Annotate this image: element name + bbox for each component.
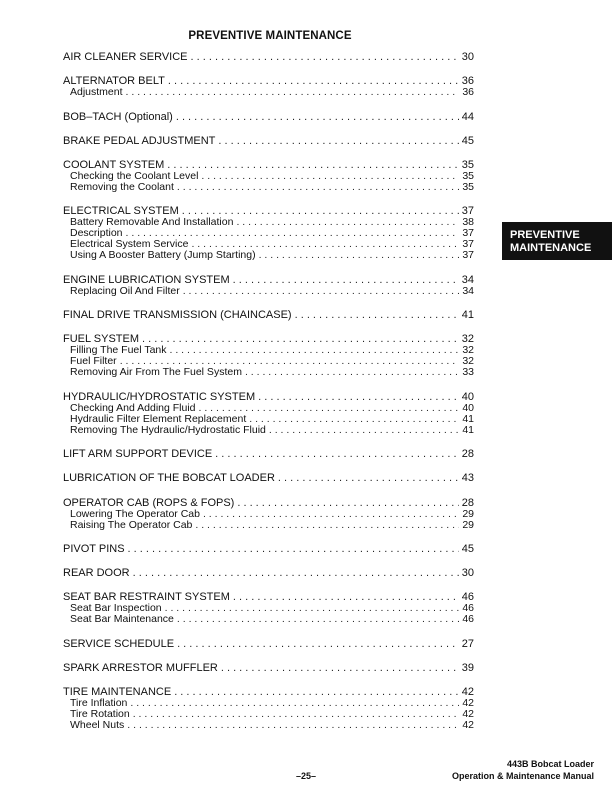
toc-page-number: 43 [461,473,474,485]
toc-label: COOLANT SYSTEM [63,160,165,172]
toc-leader-dots [245,367,459,378]
toc-leader-dots [126,87,460,98]
toc-page-number: 28 [461,497,474,509]
toc-entry [63,275,474,297]
toc-leader-dots [170,345,460,356]
toc-entry [63,206,474,261]
toc-leader-dots [133,568,459,579]
toc-leader-dots [176,112,459,123]
toc-page-number: 46 [462,603,474,615]
toc-label: Checking And Adding Fluid [70,402,196,414]
toc-subentry[interactable] [63,286,474,297]
toc-subentry[interactable] [63,698,474,709]
toc-page-number: 41 [462,424,474,436]
table-of-contents [63,52,474,731]
toc-label: Removing the Coolant [70,182,174,194]
toc-leader-dots [142,334,459,345]
toc-label: Seat Bar Inspection [70,603,162,615]
toc-leader-dots [236,217,459,228]
toc-page-number: 41 [462,413,474,425]
toc-label: Removing Air From The Fuel System [70,367,242,379]
toc-subentry[interactable] [63,182,474,193]
toc-label: Raising The Operator Cab [70,519,193,531]
footer-manual-info [452,758,594,782]
toc-page-number: 27 [461,638,474,650]
toc-subentry[interactable] [63,239,474,250]
toc-label: FUEL SYSTEM [63,334,139,346]
toc-page-number: 39 [461,663,474,675]
toc-leader-dots [168,76,459,87]
toc-entry [63,76,474,98]
toc-page-number: 45 [461,135,474,147]
toc-leader-dots [183,286,460,297]
toc-leader-dots [233,275,459,286]
toc-page-number: 35 [461,160,474,172]
toc-entry [63,310,474,321]
toc-main-entry[interactable] [63,392,474,403]
toc-leader-dots [165,603,460,614]
toc-label: AIR CLEANER SERVICE [63,52,188,63]
toc-page-number: 32 [461,334,474,346]
toc-leader-dots [167,160,458,171]
footer-product: 443B Bobcat Loader [506,759,594,769]
toc-page-number: 42 [462,698,474,710]
toc-label: ALTERNATOR BELT [63,76,165,88]
toc-page-number: 30 [461,568,474,580]
toc-entry [63,52,474,63]
toc-main-entry[interactable] [63,206,474,217]
toc-entry [63,663,474,674]
toc-label: ENGINE LUBRICATION SYSTEM [63,274,230,286]
toc-subentry[interactable] [63,228,474,239]
toc-main-entry[interactable] [63,52,474,63]
toc-subentry[interactable] [63,171,474,182]
toc-page-number: 44 [461,111,474,123]
toc-main-entry[interactable] [63,568,474,579]
toc-subentry[interactable] [63,367,474,378]
toc-leader-dots [203,509,459,520]
toc-label: BOB–TACH (Optional) [63,111,173,123]
toc-leader-dots [221,663,459,674]
toc-subentry[interactable] [63,709,474,720]
toc-label: PIVOT PINS [63,543,125,555]
toc-leader-dots [191,239,459,250]
toc-leader-dots [237,498,458,509]
toc-main-entry[interactable] [63,275,474,286]
footer-page-number: –25– [295,771,317,781]
toc-leader-dots [215,449,459,460]
toc-entry [63,544,474,555]
toc-label: Filling The Fuel Tank [70,345,167,357]
toc-page-number: 28 [461,448,474,460]
toc-page-number: 42 [461,687,474,699]
toc-page-number: 36 [461,76,474,88]
toc-main-entry[interactable] [63,473,474,484]
toc-subentry[interactable] [63,509,474,520]
toc-leader-dots [120,356,460,367]
toc-label: TIRE MAINTENANCE [63,687,172,699]
toc-entry [63,687,474,731]
toc-page-number: 41 [461,310,474,322]
toc-main-entry[interactable] [63,544,474,555]
toc-label: FINAL DRIVE TRANSMISSION (CHAINCASE) [63,310,292,322]
toc-page-number: 37 [462,228,474,240]
toc-leader-dots [174,687,459,698]
toc-page-number: 42 [462,720,474,732]
toc-main-entry[interactable] [63,310,474,321]
toc-leader-dots [259,250,460,261]
toc-label: Seat Bar Maintenance [70,614,174,626]
toc-label: LUBRICATION OF THE BOBCAT LOADER [63,473,275,485]
toc-label: Lowering The Operator Cab [70,508,200,520]
toc-subentry[interactable] [63,520,474,531]
toc-leader-dots [177,639,459,650]
toc-page-number: 37 [462,239,474,251]
toc-page-number: 38 [462,217,474,229]
toc-subentry[interactable] [63,603,474,614]
toc-leader-dots [127,720,459,731]
toc-leader-dots [130,698,459,709]
toc-main-entry[interactable] [63,160,474,171]
toc-page-number: 36 [462,87,474,99]
toc-entry [63,592,474,625]
toc-entry [63,568,474,579]
toc-label: Battery Removable And Installation [70,217,234,229]
section-tab [502,222,612,260]
toc-page-number: 46 [461,592,474,604]
toc-subentry[interactable] [63,217,474,228]
toc-leader-dots [177,182,459,193]
toc-page-number: 29 [462,519,474,531]
section-tab-line-2: MAINTENANCE [510,242,592,254]
toc-entry [63,392,474,436]
toc-label: SPARK ARRESTOR MUFFLER [63,663,218,675]
toc-leader-dots [233,592,459,603]
toc-page-number: 33 [462,367,474,379]
toc-label: Replacing Oil And Filter [70,285,180,297]
toc-page-number: 35 [462,182,474,194]
toc-label: HYDRAULIC/HYDROSTATIC SYSTEM [63,391,256,403]
section-tab-line-1: PREVENTIVE [510,229,580,241]
toc-page-number: 35 [462,171,474,183]
toc-page-number: 40 [462,402,474,414]
toc-entry [63,639,474,650]
toc-label: Wheel Nuts [70,720,125,732]
toc-main-entry[interactable] [63,687,474,698]
toc-subentry[interactable] [63,425,474,436]
toc-leader-dots [295,310,459,321]
toc-page-number: 37 [462,250,474,262]
toc-leader-dots [249,414,459,425]
toc-label: Hydraulic Filter Element Replacement [70,413,247,425]
toc-page-number: 37 [461,206,474,218]
toc-main-entry[interactable] [63,112,474,123]
toc-subentry[interactable] [63,720,474,731]
toc-entry [63,449,474,460]
toc-subentry[interactable] [63,414,474,425]
toc-entry [63,112,474,123]
toc-page-number: 29 [462,508,474,520]
page-title: PREVENTIVE MAINTENANCE [188,30,352,42]
toc-entry [63,473,474,484]
footer-manual: Operation & Maintenance Manual [451,771,594,781]
toc-page-number: 32 [462,356,474,368]
toc-label: SERVICE SCHEDULE [63,638,175,650]
toc-page-number: 34 [461,274,474,286]
toc-label: Tire Rotation [70,709,130,721]
toc-main-entry[interactable] [63,449,474,460]
toc-subentry[interactable] [63,345,474,356]
toc-subentry[interactable] [63,356,474,367]
toc-leader-dots [278,473,459,484]
toc-label: Fuel Filter [70,356,117,368]
toc-main-entry[interactable] [63,136,474,147]
toc-label: SEAT BAR RESTRAINT SYSTEM [63,592,230,604]
toc-leader-dots [201,171,459,182]
toc-label: Removing The Hydraulic/Hydrostatic Fluid [70,424,266,436]
toc-leader-dots [177,614,459,625]
toc-label: Adjustment [70,87,123,99]
toc-leader-dots [133,709,460,720]
toc-entry [63,334,474,378]
toc-label: LIFT ARM SUPPORT DEVICE [63,448,213,460]
toc-page-number: 34 [462,285,474,297]
toc-page-number: 30 [461,52,474,63]
toc-main-entry[interactable] [63,592,474,603]
toc-main-entry[interactable] [63,663,474,674]
toc-label: Electrical System Service [70,239,189,251]
toc-page-number: 45 [461,543,474,555]
toc-entry [63,160,474,193]
toc-subentry[interactable] [63,87,474,98]
toc-page-number: 40 [461,391,474,403]
toc-label: OPERATOR CAB (ROPS & FOPS) [63,497,235,509]
toc-subentry[interactable] [63,614,474,625]
toc-leader-dots [191,52,459,63]
toc-leader-dots [126,228,460,239]
toc-label: ELECTRICAL SYSTEM [63,206,179,218]
toc-leader-dots [182,206,459,217]
toc-main-entry[interactable] [63,334,474,345]
toc-leader-dots [195,520,459,531]
toc-page-number: 42 [462,709,474,721]
toc-leader-dots [218,136,458,147]
toc-leader-dots [128,544,459,555]
toc-page-number: 46 [462,614,474,626]
toc-entry [63,498,474,531]
toc-page-number: 32 [462,345,474,357]
toc-main-entry[interactable] [63,76,474,87]
toc-leader-dots [269,425,459,436]
toc-main-entry[interactable] [63,498,474,509]
toc-subentry[interactable] [63,403,474,414]
toc-leader-dots [199,403,460,414]
toc-main-entry[interactable] [63,639,474,650]
toc-label: BRAKE PEDAL ADJUSTMENT [63,135,216,147]
toc-label: REAR DOOR [63,568,130,580]
toc-label: Checking the Coolant Level [70,171,199,183]
toc-label: Tire Inflation [70,698,128,710]
toc-label: Description [70,228,123,240]
toc-subentry[interactable] [63,250,474,261]
toc-entry [63,136,474,147]
toc-label: Using A Booster Battery (Jump Starting) [70,250,256,262]
toc-leader-dots [258,392,459,403]
